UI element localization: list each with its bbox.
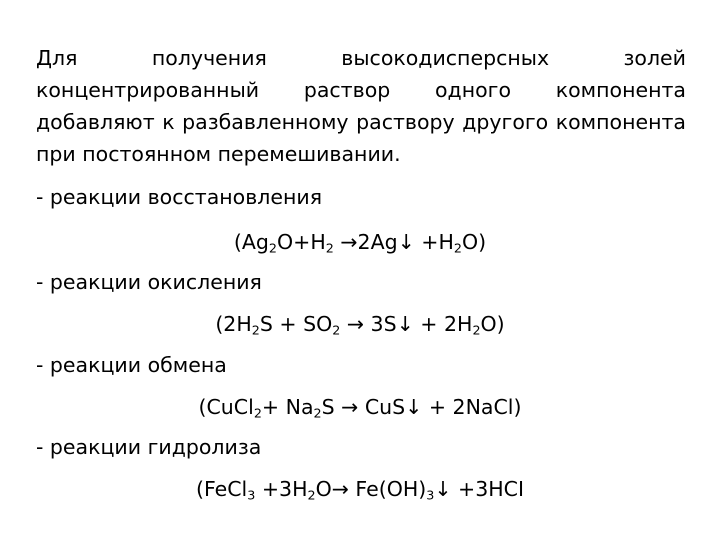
equation-reduction: ($Ag_2O+H_2$ →2Ag↓ $+H_2O$) <box>233 230 487 256</box>
subscript: 3 <box>426 487 435 503</box>
intro-paragraph: Для получения высокодисперсных золей концентрированный раствор одного компонента добавляют к разбавленному раствору другого компонента при постоянном перемешивании. <box>36 46 686 166</box>
heading-exchange: - реакции обмена <box>36 353 227 377</box>
subscript: 2 <box>325 240 334 256</box>
heading-reduction: - реакции восстановления <box>36 185 323 209</box>
heading-hydrolysis: - реакции гидролиза <box>36 435 262 459</box>
subscript: 2 <box>268 240 277 256</box>
equation-oxidation: ($2H_2S + SO_2$ → 3S↓ + $2H_2O$) <box>215 312 505 338</box>
subscript: 2 <box>251 322 260 338</box>
subscript: 2 <box>453 240 462 256</box>
equation-exchange: (CuCl$_2$+ $Na_2S$ → CuS↓ + 2NaCl) <box>198 395 522 421</box>
subscript: 2 <box>472 322 481 338</box>
heading-oxidation: - реакции окисления <box>36 270 262 294</box>
subscript: 2 <box>253 405 262 421</box>
subscript: 2 <box>332 322 341 338</box>
subscript: 3 <box>247 487 256 503</box>
equation-hydrolysis: (FeCl$_3$ $+3H_2O\to$ $Fe(OH)_3↓ +3HCI$ <box>195 477 525 503</box>
subscript: 2 <box>307 487 316 503</box>
subscript: 2 <box>313 405 322 421</box>
